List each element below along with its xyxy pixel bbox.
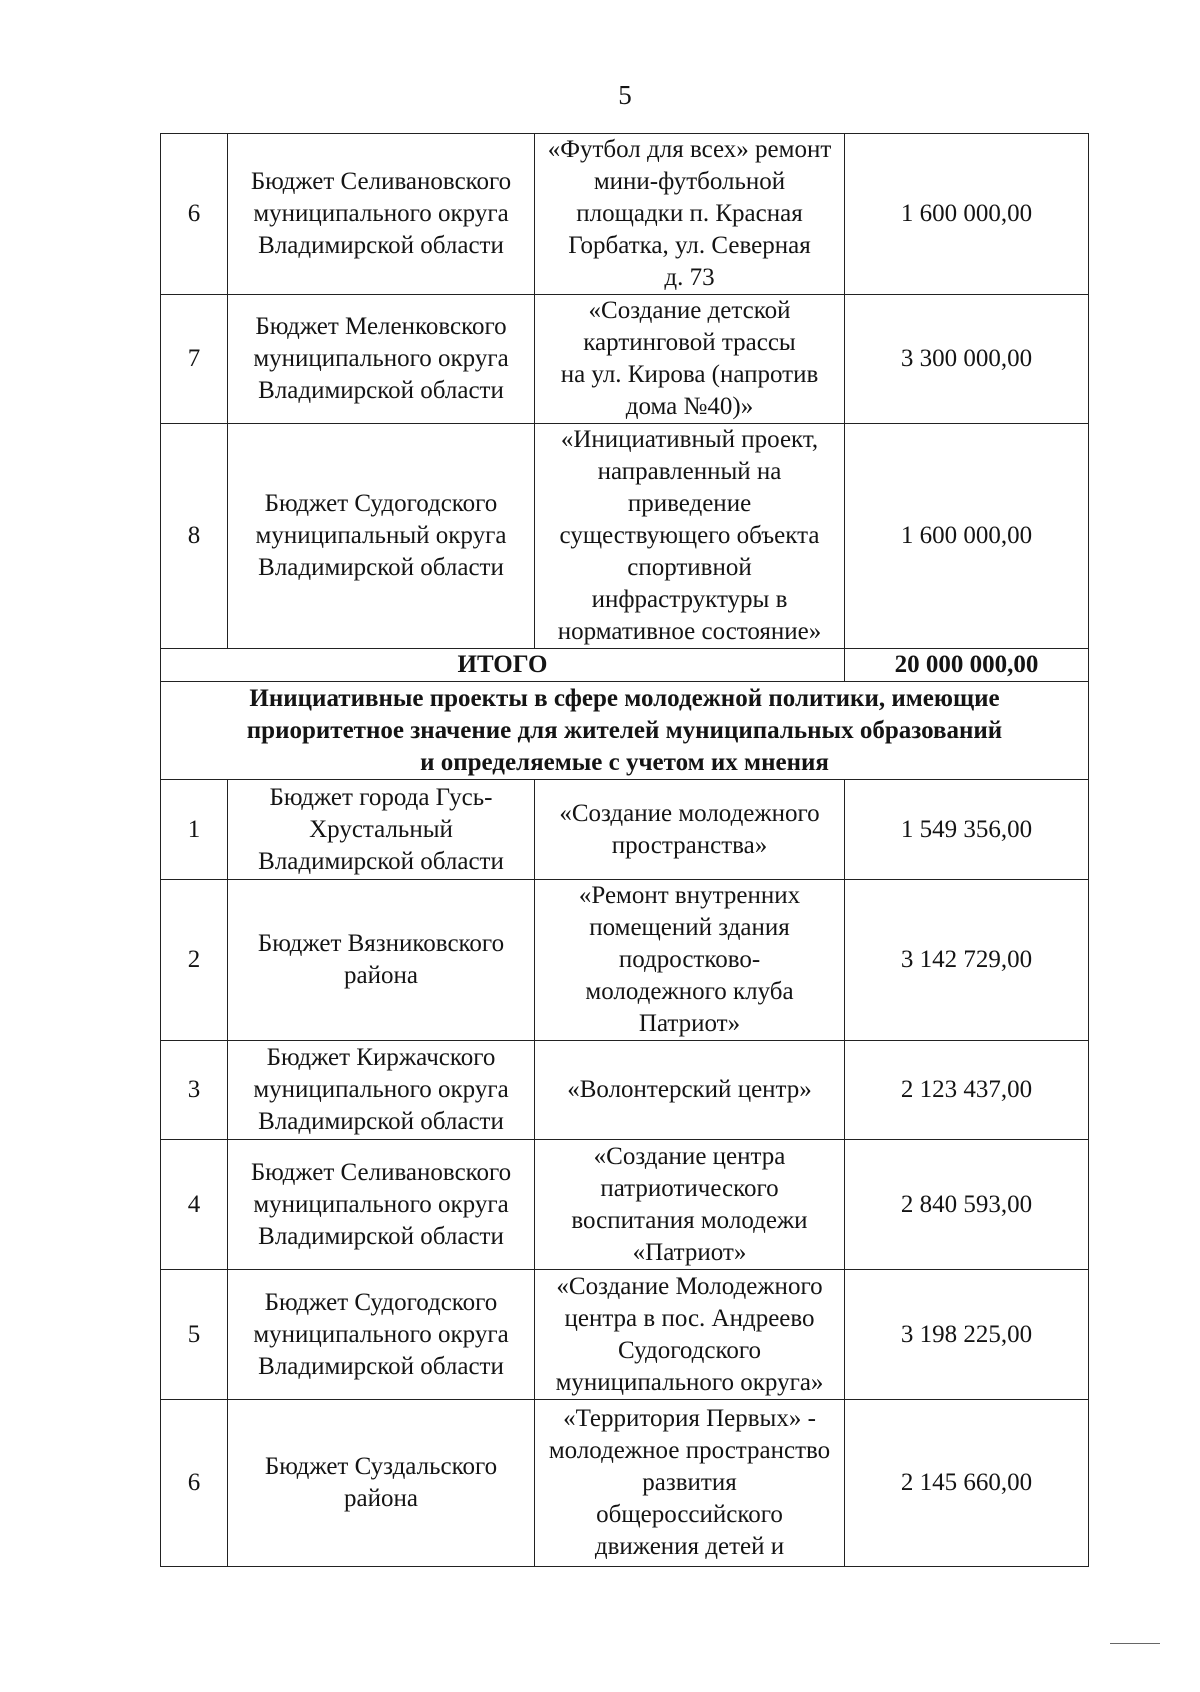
table-row [161, 1400, 1089, 1567]
project-cell: «Ремонт внутренних помещений здания подростково- молодежного клуба Патриот» [535, 880, 845, 1041]
budget-cell: Бюджет Меленковского муниципального округа Владимирской области [228, 295, 535, 424]
row-number: 8 [161, 424, 228, 649]
row-number: 3 [161, 1041, 228, 1140]
total-row [161, 649, 1089, 682]
budget-cell: Бюджет Селивановского муниципального округа Владимирской области [228, 1140, 535, 1270]
scan-mark [1110, 1643, 1160, 1644]
amount-cell: 3 142 729,00 [845, 880, 1089, 1041]
table-row [161, 1041, 1089, 1140]
row-number: 2 [161, 880, 228, 1041]
row-number: 6 [161, 134, 228, 295]
amount-cell: 3 300 000,00 [845, 295, 1089, 424]
budget-cell: Бюджет Селивановского муниципального округа Владимирской области [228, 134, 535, 295]
table-row [161, 1140, 1089, 1270]
amount-cell: 2 840 593,00 [845, 1140, 1089, 1270]
project-cell: «Создание молодежного пространства» [535, 780, 845, 880]
section-heading: Инициативные проекты в сфере молодежной политики, имеющие приоритетное значение для жителей муниципальных образований и определяемые с учетом их мнения [161, 682, 1089, 780]
total-amount: 20 000 000,00 [845, 649, 1089, 682]
budget-cell: Бюджет города Гусь- Хрустальный Владимирской области [228, 780, 535, 880]
project-cell: «Футбол для всех» ремонт мини-футбольной площадки п. Красная Горбатка, ул. Северная д. 73 [535, 134, 845, 295]
budget-cell: Бюджет Вязниковского района [228, 880, 535, 1041]
table-row [161, 780, 1089, 880]
budget-cell: Бюджет Судогодского муниципального округа Владимирской области [228, 1270, 535, 1400]
page-number: 5 [618, 80, 632, 110]
row-number: 6 [161, 1400, 228, 1567]
table-row [161, 134, 1089, 295]
table-row [161, 424, 1089, 649]
row-number: 5 [161, 1270, 228, 1400]
row-number: 1 [161, 780, 228, 880]
section-heading-row [161, 682, 1089, 780]
projects-table [160, 133, 1089, 1567]
amount-cell: 3 198 225,00 [845, 1270, 1089, 1400]
amount-cell: 1 600 000,00 [845, 134, 1089, 295]
amount-cell: 2 123 437,00 [845, 1041, 1089, 1140]
amount-cell: 1 549 356,00 [845, 780, 1089, 880]
project-cell: «Создание детской картинговой трассы на ул. Кирова (напротив дома №40)» [535, 295, 845, 424]
row-number: 4 [161, 1140, 228, 1270]
table-row [161, 1270, 1089, 1400]
project-cell: «Создание Молодежного центра в пос. Андреево Судогодского муниципального округа» [535, 1270, 845, 1400]
budget-cell: Бюджет Судогодского муниципальный округа Владимирской области [228, 424, 535, 649]
project-cell: «Территория Первых» - молодежное пространство развития общероссийского движения детей и [535, 1400, 845, 1567]
amount-cell: 1 600 000,00 [845, 424, 1089, 649]
row-number: 7 [161, 295, 228, 424]
table-row [161, 295, 1089, 424]
project-cell: «Волонтерский центр» [535, 1041, 845, 1140]
budget-cell: Бюджет Киржачского муниципального округа Владимирской области [228, 1041, 535, 1140]
budget-cell: Бюджет Суздальского района [228, 1400, 535, 1567]
project-cell: «Создание центра патриотического воспитания молодежи «Патриот» [535, 1140, 845, 1270]
total-label: ИТОГО [161, 649, 845, 682]
amount-cell: 2 145 660,00 [845, 1400, 1089, 1567]
table-row [161, 880, 1089, 1041]
project-cell: «Инициативный проект, направленный на приведение существующего объекта спортивной инфраструктуры в нормативное состояние» [535, 424, 845, 649]
